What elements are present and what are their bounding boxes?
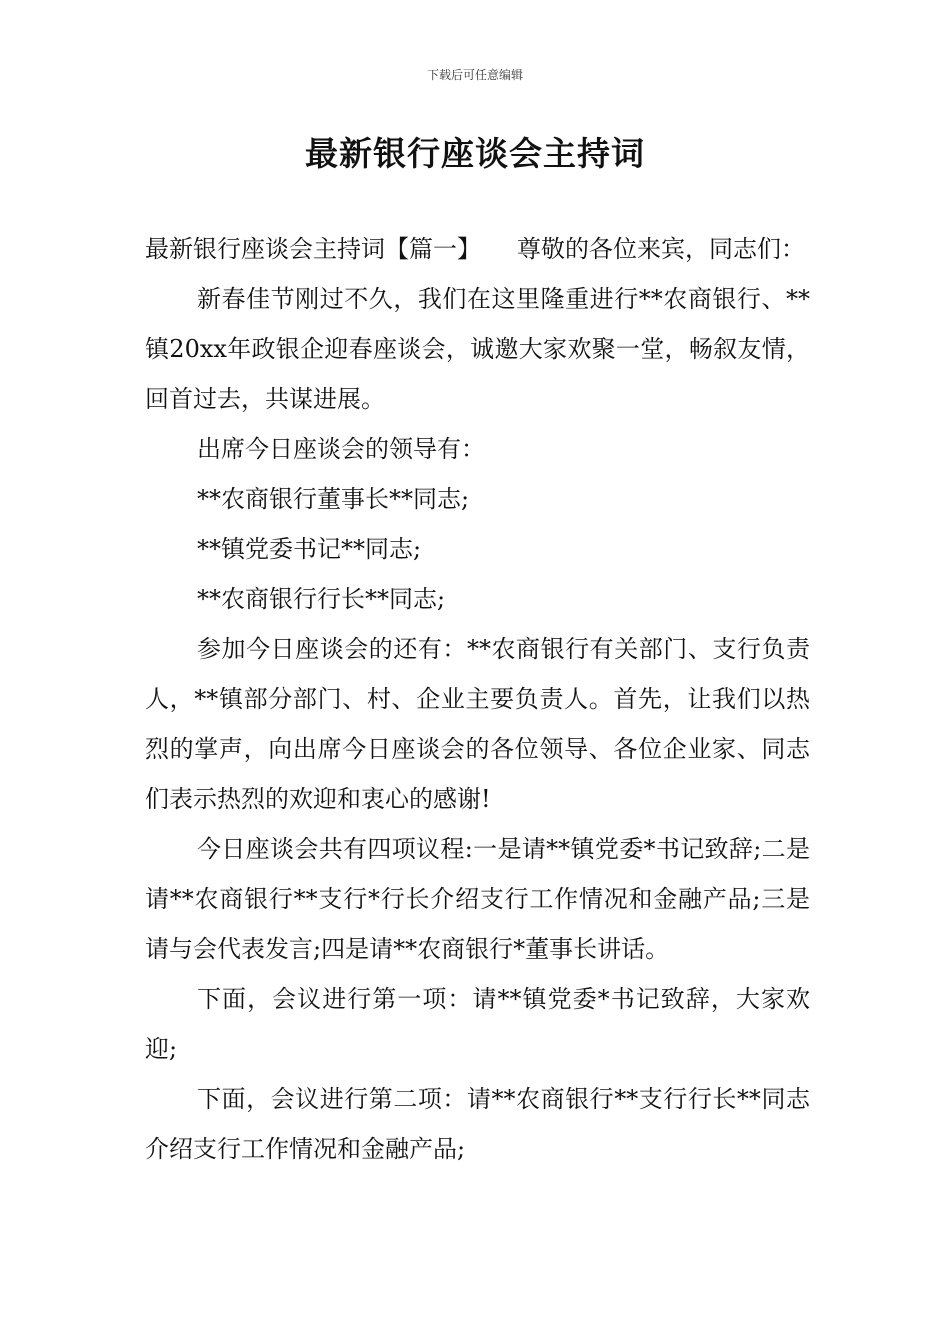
header-note: 下载后可任意编辑 xyxy=(426,68,523,82)
document-title: 最新银行座谈会主持词 xyxy=(305,134,645,173)
paragraph: 今日座谈会共有四项议程:一是请**镇党委*书记致辞;二是请**农商银行**支行*行长介绍支行工作情况和金融产品;三是请与会代表发言;四是请**农商银行*董事长讲话。 xyxy=(145,835,810,963)
paragraph: **镇党委书记**同志; xyxy=(197,535,422,563)
paragraph: 新春佳节刚过不久，我们在这里隆重进行**农商银行、**镇20xx年政银企迎春座谈会，诚邀大家欢聚一堂，畅叙友情，回首过去，共谋进展。 xyxy=(145,285,810,413)
paragraph-opening: 最新银行座谈会主持词【篇一】 尊敬的各位来宾，同志们： xyxy=(145,235,805,263)
document-body xyxy=(145,224,810,1174)
paragraph: **农商银行董事长**同志; xyxy=(197,485,470,513)
paragraph: 下面，会议进行第二项：请**农商银行**支行行长**同志介绍支行工作情况和金融产品; xyxy=(145,1085,810,1163)
paragraph: 出席今日座谈会的领导有： xyxy=(197,435,485,463)
paragraph: **农商银行行长**同志; xyxy=(197,585,446,613)
paragraph: 下面，会议进行第一项：请**镇党委*书记致辞，大家欢迎; xyxy=(145,985,810,1063)
paragraph: 参加今日座谈会的还有：**农商银行有关部门、支行负责人，**镇部分部门、村、企业主要负责人。首先，让我们以热烈的掌声，向出席今日座谈会的各位领导、各位企业家、同志们表示热烈的欢迎和衷心的感谢! xyxy=(145,635,810,813)
